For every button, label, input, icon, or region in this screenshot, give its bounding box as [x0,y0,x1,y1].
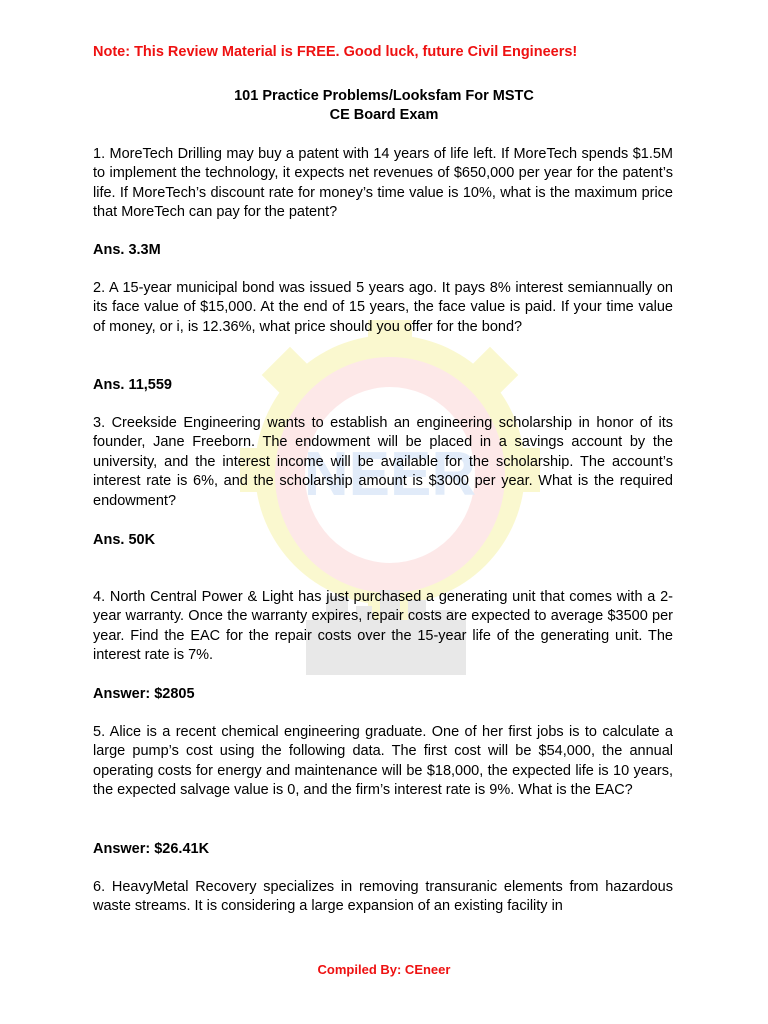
document-subtitle: CE Board Exam [329,107,439,123]
problem-1-text: 1. MoreTech Drilling may buy a patent with 14 years of life left. If MoreTech spends $1.5M to implement the technology, it expects net revenues of $650,000 per year for the patent’s life. If MoreTech’s discount rate for money’s time value is 10%, what is the maximum price that MoreTech can pay for the patent? [93,146,673,221]
problem-3-text: 3. Creekside Engineering wants to establish an engineering scholarship in honor of its founder, Jane Freeborn. The endowment will be placed in a savings account by the university, and the interest income will be available for the scholarship. The account’s interest rate is 6%, and the scholarship amount is $3000 per year. What is the required endowment? [93,415,673,509]
problem-4-text: 4. North Central Power & Light has just purchased a generating unit that comes with a 2-year warranty. Once the warranty expires, repair costs are expected to average $3500 per year. Find the EAC for the repair costs over the 15-year life of the generating unit. The interest rate is 7%. [93,589,673,664]
problem-2-text: 2. A 15-year municipal bond was issued 5 years ago. It pays 8% interest semiannually on its face value of $15,000. At the end of 15 years, the face value is paid. If your time value of money, or i, is 12.36%, what price should you offer for the bond? [93,280,673,335]
watermark-text: NEER [303,440,477,509]
problem-3-answer: Ans. 50K [93,532,156,548]
document-title: 101 Practice Problems/Looksfam For MSTC [234,88,534,104]
problem-6-text: 6. HeavyMetal Recovery specializes in removing transuranic elements from hazardous waste streams. It is considering a large expansion of an existing facility in [93,879,673,915]
free-material-note: Note: This Review Material is FREE. Good luck, future Civil Engineers! [93,44,578,60]
problem-1-answer: Ans. 3.3M [93,242,161,258]
problem-5-answer: Answer: $26.41K [93,841,210,857]
problem-2-answer: Ans. 11,559 [93,377,172,393]
problem-4-answer: Answer: $2805 [93,686,195,702]
problem-5-text: 5. Alice is a recent chemical engineering graduate. One of her first jobs is to calculate a large pump’s cost using the following data. The first cost will be $54,000, the annual operating costs for energy and maintenance will be $18,000, the expected life is 10 years, the expected salvage value is 0, and the firm’s interest rate is 9%. What is the EAC? [93,724,673,799]
compiled-by-footer: Compiled By: CEneer [317,962,451,977]
